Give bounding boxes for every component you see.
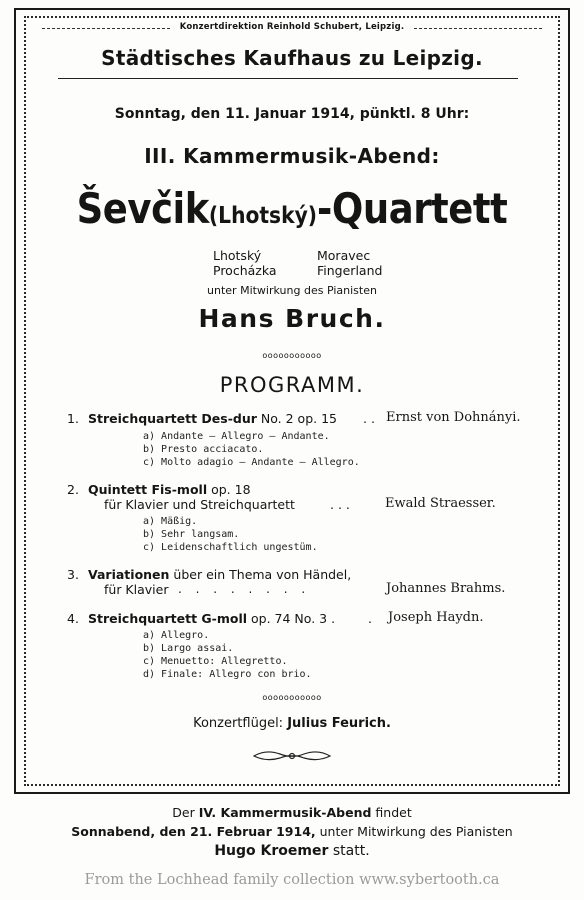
- assist-line: unter Mitwirkung des Pianisten: [207, 284, 377, 297]
- venue-title: Städtisches Kaufhaus zu Leipzig.: [101, 46, 483, 70]
- ornament-flourish-icon: [252, 747, 332, 765]
- program-item-4-movement-c: c) Menuetto: Allegretto.: [143, 656, 288, 667]
- agency-left-rule: [42, 28, 170, 29]
- next-concert-line-2: Sonnabend, den 21. Februar 1914, unter Mitwirkung des Pianisten: [71, 824, 513, 839]
- programm-heading: PROGRAMM.: [219, 373, 365, 397]
- program-item-4-movement-b: b) Largo assai.: [143, 643, 234, 654]
- program-item-2-subtitle: für Klavier und Streichquartett: [104, 497, 295, 512]
- program-item-4-movement-d: d) Finale: Allegro con brio.: [143, 669, 312, 680]
- member-lhotsky: Lhotský: [213, 248, 262, 263]
- program-item-1-movement-a: a) Andante — Allegro — Andante.: [143, 431, 330, 442]
- program-item-3-number: 3.: [67, 567, 79, 582]
- pianist-name: Hans Bruch.: [198, 304, 386, 333]
- program-item-3-composer: Johannes Brahms.: [386, 581, 506, 596]
- ornament-divider-2: ooooooooooo: [262, 693, 322, 702]
- program-item-1-movement-b: b) Presto acciacato.: [143, 444, 264, 455]
- program-item-2-composer: Ewald Straesser.: [385, 496, 496, 511]
- member-fingerland: Fingerland: [317, 263, 383, 278]
- program-item-4-dots: .: [368, 611, 372, 626]
- program-item-1-composer: Ernst von Dohnányi.: [386, 410, 521, 425]
- program-item-4-title: Streichquartett G-moll op. 74 No. 3 .: [88, 611, 336, 626]
- quartet-name-part1: Ševčik: [76, 184, 209, 233]
- program-item-1-dots: . .: [363, 411, 375, 426]
- concert-piano: Konzertflügel: Julius Feurich.: [193, 716, 391, 731]
- program-item-2-movement-c: c) Leidenschaftlich ungestüm.: [143, 542, 318, 553]
- program-item-2-number: 2.: [67, 482, 79, 497]
- program-item-3-title: Variationen über ein Thema von Händel,: [88, 567, 352, 582]
- concert-title: III. Kammermusik-Abend:: [144, 144, 440, 168]
- member-prochazka: Procházka: [213, 263, 277, 278]
- concert-date: Sonntag, den 11. Januar 1914, pünktl. 8 Uhr:: [114, 106, 470, 122]
- program-item-1-number: 1.: [67, 411, 79, 426]
- program-item-2-movement-a: a) Mäßig.: [143, 516, 198, 527]
- program-item-2-title: Quintett Fis-moll op. 18: [88, 482, 251, 497]
- agency-right-rule: [414, 28, 542, 29]
- collection-credit: From the Lochhead family collection www.sybertooth.ca: [84, 872, 500, 888]
- next-concert-line-1: Der IV. Kammermusik-Abend findet: [172, 805, 412, 820]
- program-item-2-movement-b: b) Sehr langsam.: [143, 529, 240, 540]
- program-item-3-subtitle: für Klavier: [104, 582, 169, 597]
- program-item-1-title: Streichquartett Des-dur No. 2 op. 15: [88, 411, 337, 426]
- ornament-divider: ooooooooooo: [262, 351, 322, 360]
- quartet-name-part2: -Quartett: [317, 184, 508, 233]
- program-item-3-dots: . . . . . . . .: [178, 582, 311, 596]
- concert-agency: Konzertdirektion Reinhold Schubert, Leipzig.: [179, 22, 405, 32]
- program-item-4-composer: Joseph Haydn.: [388, 610, 484, 625]
- program-item-1-movement-c: c) Molto adagio — Andante — Allegro.: [143, 457, 360, 468]
- quartet-name: [35, 184, 549, 233]
- member-moravec: Moravec: [317, 248, 371, 263]
- program-item-4-number: 4.: [67, 611, 79, 626]
- program-item-4-movement-a: a) Allegro.: [143, 630, 210, 641]
- program-item-2-dots: . . .: [330, 497, 350, 512]
- venue-underline: [58, 78, 518, 79]
- quartet-name-paren: (Lhotský): [208, 203, 318, 229]
- next-concert-line-3: Hugo Kroemer statt.: [214, 843, 370, 859]
